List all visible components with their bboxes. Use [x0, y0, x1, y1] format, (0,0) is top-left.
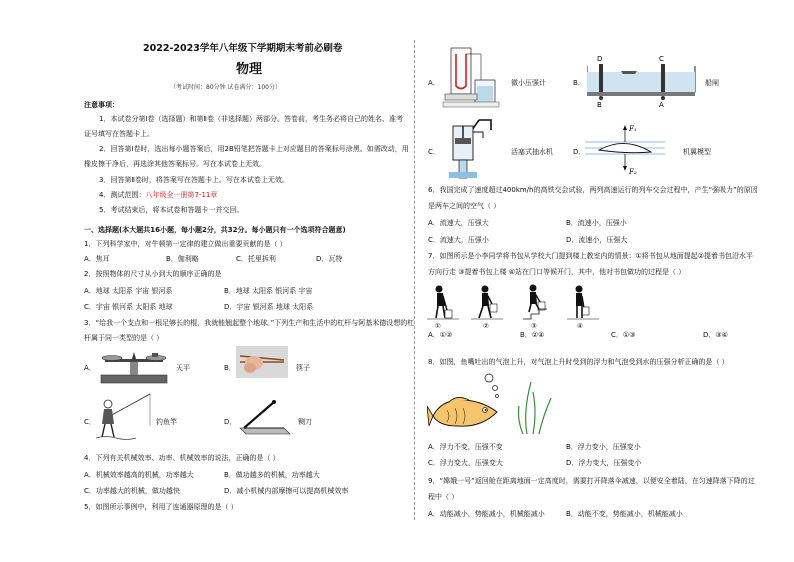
q8-option-c: C．浮力变大，压强变大 [428, 459, 503, 467]
q5-option-c: C． [428, 148, 440, 156]
q5-label-c: 活塞式抽水机 [511, 148, 553, 156]
q7-option-c: C．①③ [611, 331, 636, 339]
lock-label-d: D [597, 55, 603, 63]
fish-bubbles-figure [427, 372, 557, 436]
q3-label-b: 筷子 [296, 364, 310, 372]
note-2b: 橡皮擦干净后，再选涂其他答案标号。写在本试卷上无效。 [84, 160, 266, 168]
q6-stem-2: 是两车之间的空气（ ） [428, 202, 501, 210]
q9-stem-1: 9．“嫦娥一号”返回舱在距离地面一定高度时，需要打开降落伞减速，以便安全着陆，在匀速降落下降的过 [428, 477, 755, 485]
lock-label-a: A [659, 101, 664, 108]
q6-option-b: B．流速小，压强小 [566, 219, 627, 227]
figure-stairs [523, 285, 547, 320]
q3-label-a: 天平 [176, 364, 190, 372]
note-1b: 证号填写在答题卡上。 [84, 130, 154, 138]
q1-option-b: B．伽利略 [166, 255, 199, 263]
q5-option-a: A． [428, 79, 440, 87]
q9-stem-2: 程中（ ） [428, 493, 459, 501]
q4-option-b: B．做功越多的机械，功率越大 [224, 471, 320, 479]
guillotine-cutter-figure [236, 398, 292, 438]
q9-option-a: A．动能减小，势能减小，机械能减小 [428, 510, 545, 518]
q7-option-a: A．①② [428, 331, 453, 339]
figure-label-3: ③ [531, 322, 537, 330]
q1-option-c: C．托里拆利 [236, 255, 276, 263]
q3-option-c: C． [84, 418, 96, 426]
lock-label-b: B [597, 101, 602, 108]
q2-stem: 2．按照物体的尺寸从小到大的顺序正确的是 [84, 270, 222, 278]
q4-option-a: A．机械效率越高的机械，功率越大 [84, 471, 194, 479]
q3-option-d: D． [224, 418, 237, 426]
figure-label-1: ① [435, 322, 441, 330]
q5-label-b: 船闸 [705, 79, 719, 87]
figure-lift [427, 286, 459, 320]
q3-stem-1: 3．“给我一个支点和一根足够长的棍，我就能翘起整个地球。”下列生产和生活中的杠杆与阿基米德设想的杠 [84, 319, 415, 327]
manometer-figure [441, 46, 501, 110]
fishing-rod-figure [96, 392, 152, 442]
q3-label-c: 钓鱼竿 [156, 418, 177, 426]
note-5: 5．考试结束后，将本试卷和答题卡一并交回。 [99, 206, 244, 214]
bubble-large [485, 374, 493, 382]
q2-option-c: C．宇宙 银河系 太阳系 地球 [84, 303, 173, 311]
q2-option-b: B．地球 太阳系 银河系 宇宙 [224, 287, 313, 295]
q6-option-c: C．流速大，压强小 [428, 236, 489, 244]
exam-info: （考试时间：80分钟 试卷满分：100分） [170, 84, 281, 91]
q5-option-d: D． [573, 148, 586, 156]
q2-option-a: A．地球 太阳系 宇宙 银河系 [84, 287, 173, 295]
bubble-medium [493, 386, 498, 391]
q8-option-d: D．浮力变大，压强变小 [566, 459, 642, 467]
q4-option-c: C．功率越大的机械，做功越快 [84, 487, 180, 495]
bubble-small [496, 395, 499, 398]
q7-stem-2: 方向行走 ③提着书包上楼 ④站在门口等候开门，其中，他对书包做功的过程是（ ） [428, 268, 686, 276]
figure-walk [471, 286, 503, 320]
right-column [425, 0, 794, 562]
figure-label-4: ④ [577, 322, 583, 330]
fish-body [433, 400, 497, 426]
q5-stem: 5．如图所示事例中，利用了连通器原理的是（ ） [84, 503, 238, 511]
piston-pump-figure [439, 116, 497, 180]
q7-option-b: B．②④ [520, 331, 545, 339]
q1-option-d: D．瓦特 [316, 255, 343, 263]
balance-scale-figure [97, 350, 171, 384]
q1-option-a: A．焦耳 [84, 255, 110, 263]
lock-label-c: C [659, 55, 664, 63]
q6-option-d: D．流速小，压强大 [566, 236, 628, 244]
q3-option-a: A． [84, 364, 96, 372]
seaweed [519, 382, 552, 434]
chopsticks-figure [236, 346, 288, 378]
exam-title: 2022-2023学年八年级下学期期末考前必刷卷 [143, 43, 343, 54]
figure-label-2: ② [483, 322, 489, 330]
note-4: 4．测试范围：八年级全一册第7-11章 [99, 191, 218, 199]
figure-wait [567, 286, 599, 320]
section-heading: 一、选择题(本大题共16小题，每小题2分，共32分。每小题只有一个选项符合题意) [84, 226, 346, 234]
column-divider [414, 40, 415, 520]
wing-model-figure [585, 122, 665, 178]
q6-option-a: A．流速大，压强大 [428, 219, 489, 227]
q3-label-d: 铡刀 [298, 418, 312, 426]
q7-option-d: D．③④ [703, 331, 728, 339]
q8-stem: 8．如图，鱼嘴吐出的气泡上升，对气泡上升时受到的浮力和气泡受到水的压强分析正确的是（ ） [428, 358, 729, 366]
q1-stem: 1．下列科学家中，对牛顿第一定律的建立做出重要贡献的是（ ） [84, 240, 287, 248]
wing-label-f1: F₁ [629, 125, 637, 133]
subject-title: 物理 [236, 62, 263, 77]
q4-option-d: D．减小机械内部摩擦可以提高机械效率 [224, 487, 349, 495]
q2-option-d: D．宇宙 银河系 地球 太阳系 [224, 303, 314, 311]
wing-label-f2: F₂ [629, 168, 637, 176]
ship-lock-figure [587, 52, 699, 108]
q3-stem-2: 杆属于同一类型的是（ ） [84, 334, 164, 342]
note-2: 2．回答第Ⅰ卷时，选出每小题答案后，用2B铅笔把答题卡上对应题目的答案标号涂黑。如需改动，用 [99, 145, 409, 153]
note-1: 1．本试卷分第Ⅰ卷（选择题）和第Ⅱ卷（非选择题）两部分。答卷前，考生务必将自己的姓名、准考 [99, 115, 403, 123]
q9-option-b: B．动能不变，势能减小，机械能减小 [566, 510, 683, 518]
q8-option-a: A．浮力不变，压强不变 [428, 443, 503, 451]
q5-label-d: 机翼模型 [683, 148, 711, 156]
q3-option-b: B． [224, 364, 236, 372]
schoolbag-figures [427, 284, 607, 330]
q5-label-a: 微小压强计 [511, 79, 546, 87]
notes-heading: 注意事项： [84, 101, 119, 109]
q5-option-b: B． [573, 79, 585, 87]
q7-stem-1: 7．如图所示是小李同学将书包从学校大门提到楼上教室内的情景：①将书包从地面提起②提着书包沿水平 [428, 252, 754, 260]
q8-option-b: B．浮力变小，压强变小 [566, 443, 641, 451]
q4-stem: 4．下列有关机械效率、功率、机械效率的说法，正确的是（ ） [84, 454, 280, 462]
q6-stem-1: 6．我国完成了速度超过400km/h的高铁交会试验，两列高速运行的列车交会过程中，产生“强吸力”的原因 [428, 186, 758, 194]
note-3: 3．回答第Ⅱ卷时，将答案写在答题卡上。写在本试卷上无效。 [99, 176, 289, 184]
test-range: 八年级全一册第7-11章 [145, 191, 218, 199]
